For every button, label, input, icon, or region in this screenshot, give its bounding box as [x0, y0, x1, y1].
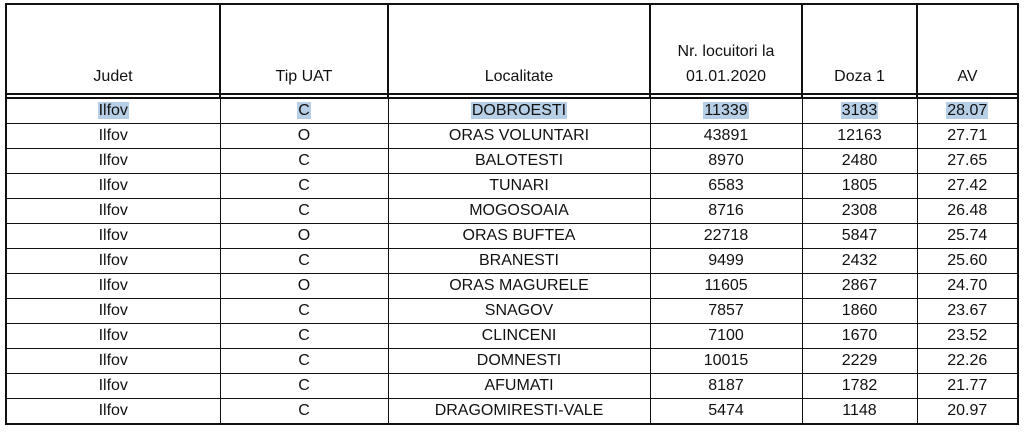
- cell-av[interactable]: [917, 224, 1018, 249]
- header-doza-1[interactable]: Doza 1: [802, 4, 917, 94]
- cell-doza-1[interactable]: [802, 199, 917, 224]
- cell-av[interactable]: [917, 374, 1018, 399]
- cell-tip-uat-value: C: [298, 377, 310, 394]
- table-header: [6, 4, 1018, 98]
- cell-judet-value: Ilfov: [98, 377, 128, 394]
- cell-doza-1-value: 5847: [841, 227, 878, 244]
- cell-nr-locuitori[interactable]: [650, 149, 802, 174]
- cell-nr-locuitori-value: 8187: [708, 377, 744, 394]
- cell-localitate-value: AFUMATI: [484, 377, 554, 394]
- cell-av[interactable]: [917, 324, 1018, 349]
- cell-av[interactable]: [917, 299, 1018, 324]
- cell-av[interactable]: [917, 274, 1018, 299]
- cell-judet[interactable]: [6, 374, 220, 399]
- cell-judet-value: Ilfov: [98, 277, 128, 294]
- cell-judet-value: Ilfov: [98, 177, 128, 194]
- cell-doza-1-value: 2229: [841, 352, 878, 369]
- cell-tip-uat[interactable]: [220, 199, 388, 224]
- table-row: [6, 399, 1018, 425]
- cell-doza-1-value: 1805: [841, 177, 878, 194]
- cell-tip-uat[interactable]: [220, 149, 388, 174]
- cell-localitate-value: DOMNESTI: [476, 352, 562, 369]
- cell-tip-uat[interactable]: [220, 98, 388, 124]
- cell-doza-1-value: 1148: [842, 402, 877, 419]
- cell-localitate[interactable]: [388, 324, 650, 349]
- vaccination-table-sheet: [5, 3, 1017, 425]
- cell-tip-uat[interactable]: [220, 399, 388, 425]
- cell-localitate-value: BALOTESTI: [474, 152, 564, 169]
- cell-tip-uat[interactable]: [220, 349, 388, 374]
- table-row: [6, 174, 1018, 199]
- cell-nr-locuitori[interactable]: [650, 199, 802, 224]
- cell-av[interactable]: [917, 149, 1018, 174]
- cell-nr-locuitori-value: 8970: [708, 152, 744, 169]
- header-judet[interactable]: Judet: [6, 4, 220, 94]
- cell-nr-locuitori-value: 11339: [704, 102, 748, 119]
- cell-nr-locuitori-value: 7857: [708, 302, 744, 319]
- cell-localitate[interactable]: [388, 374, 650, 399]
- table-row: [6, 324, 1018, 349]
- cell-tip-uat-value: C: [298, 152, 310, 169]
- cell-doza-1[interactable]: [802, 299, 917, 324]
- cell-tip-uat-value: C: [298, 302, 310, 319]
- cell-av-value: 25.60: [947, 252, 988, 269]
- cell-localitate-value: TUNARI: [489, 177, 549, 194]
- cell-localitate[interactable]: [388, 124, 650, 149]
- cell-doza-1[interactable]: [802, 249, 917, 274]
- table-row: [6, 149, 1018, 174]
- cell-judet-value: Ilfov: [98, 127, 128, 144]
- cell-doza-1[interactable]: [802, 349, 917, 374]
- cell-tip-uat[interactable]: [220, 374, 388, 399]
- cell-doza-1-value: 3183: [841, 102, 878, 119]
- cell-tip-uat[interactable]: [220, 124, 388, 149]
- cell-judet[interactable]: [6, 349, 220, 374]
- cell-localitate-value: CLINCENI: [481, 327, 557, 344]
- cell-tip-uat-value: O: [297, 277, 311, 294]
- cell-av-value: 27.65: [947, 152, 988, 169]
- cell-judet[interactable]: [6, 98, 220, 124]
- cell-nr-locuitori-value: 7100: [708, 327, 744, 344]
- cell-tip-uat[interactable]: [220, 274, 388, 299]
- cell-localitate-value: DOBROESTI: [471, 102, 567, 119]
- cell-judet[interactable]: [6, 274, 220, 299]
- cell-tip-uat-value: C: [298, 102, 310, 119]
- cell-judet[interactable]: [6, 299, 220, 324]
- cell-av[interactable]: [917, 399, 1018, 425]
- cell-nr-locuitori-value: 43891: [703, 127, 749, 144]
- cell-localitate-value: ORAS BUFTEA: [462, 227, 576, 244]
- cell-tip-uat[interactable]: [220, 299, 388, 324]
- cell-tip-uat[interactable]: [220, 174, 388, 199]
- cell-nr-locuitori[interactable]: [650, 399, 802, 425]
- vaccination-table: [5, 3, 1019, 425]
- cell-judet-value: Ilfov: [98, 402, 128, 419]
- cell-av[interactable]: [917, 98, 1018, 124]
- cell-av-value: 26.48: [947, 202, 988, 219]
- cell-av-value: 24.70: [947, 277, 988, 294]
- cell-tip-uat-value: O: [297, 227, 311, 244]
- cell-tip-uat-value: C: [298, 252, 310, 269]
- cell-nr-locuitori[interactable]: [650, 374, 802, 399]
- cell-localitate[interactable]: [388, 199, 650, 224]
- cell-doza-1-value: 2480: [841, 152, 878, 169]
- cell-judet[interactable]: [6, 199, 220, 224]
- cell-doza-1-value: 1782: [841, 377, 878, 394]
- cell-nr-locuitori-value: 10015: [703, 352, 749, 369]
- cell-judet[interactable]: [6, 224, 220, 249]
- cell-nr-locuitori[interactable]: [650, 324, 802, 349]
- cell-nr-locuitori[interactable]: [650, 274, 802, 299]
- cell-doza-1[interactable]: [802, 374, 917, 399]
- table-row: [6, 249, 1018, 274]
- cell-localitate[interactable]: [388, 349, 650, 374]
- cell-nr-locuitori[interactable]: [650, 98, 802, 124]
- cell-judet-value: Ilfov: [98, 302, 128, 319]
- cell-av-value: 20.97: [947, 402, 988, 419]
- cell-localitate-value: DRAGOMIRESTI-VALE: [434, 402, 604, 419]
- cell-judet-value: Ilfov: [98, 202, 128, 219]
- cell-localitate-value: SNAGOV: [484, 302, 554, 319]
- cell-doza-1[interactable]: [802, 274, 917, 299]
- cell-nr-locuitori[interactable]: [650, 224, 802, 249]
- table-row: [6, 374, 1018, 399]
- cell-doza-1-value: 1670: [841, 327, 878, 344]
- cell-localitate[interactable]: [388, 149, 650, 174]
- header-nr-locuitori-line2: 01.01.2020: [685, 68, 767, 85]
- cell-nr-locuitori-value: 5474: [708, 402, 744, 419]
- cell-localitate[interactable]: [388, 224, 650, 249]
- table-row: [6, 124, 1018, 149]
- cell-av-value: 21.77: [947, 377, 988, 394]
- cell-av-value: 28.07: [947, 102, 988, 119]
- cell-localitate[interactable]: [388, 399, 650, 425]
- cell-doza-1[interactable]: [802, 399, 917, 425]
- cell-judet-value: Ilfov: [98, 252, 128, 269]
- cell-localitate-value: ORAS MAGURELE: [449, 277, 589, 294]
- cell-tip-uat-value: C: [298, 402, 310, 419]
- table-row: [6, 224, 1018, 249]
- table-row: [6, 349, 1018, 374]
- cell-doza-1[interactable]: [802, 124, 917, 149]
- header-nr-locuitori-line1: Nr. locuitori la: [677, 43, 775, 60]
- cell-av-value: 23.52: [947, 327, 988, 344]
- cell-doza-1[interactable]: [802, 224, 917, 249]
- table-row: [6, 98, 1018, 124]
- cell-judet-value: Ilfov: [98, 227, 128, 244]
- cell-doza-1[interactable]: [802, 324, 917, 349]
- cell-doza-1[interactable]: [802, 149, 917, 174]
- cell-av[interactable]: [917, 249, 1018, 274]
- cell-av[interactable]: [917, 199, 1018, 224]
- header-nr-locuitori[interactable]: [650, 4, 802, 94]
- cell-doza-1-value: 12163: [837, 127, 882, 144]
- table-row: [6, 199, 1018, 224]
- header-tip-uat[interactable]: Tip UAT: [220, 4, 388, 94]
- cell-tip-uat[interactable]: [220, 249, 388, 274]
- cell-tip-uat-value: C: [298, 327, 310, 344]
- cell-av[interactable]: [917, 174, 1018, 199]
- cell-judet-value: Ilfov: [98, 352, 128, 369]
- cell-judet-value: Ilfov: [98, 327, 128, 344]
- cell-nr-locuitori[interactable]: [650, 299, 802, 324]
- cell-nr-locuitori-value: 9499: [708, 252, 744, 269]
- cell-nr-locuitori-value: 8716: [708, 202, 744, 219]
- cell-localitate-value: BRANESTI: [478, 252, 559, 269]
- cell-judet[interactable]: [6, 149, 220, 174]
- cell-judet[interactable]: [6, 324, 220, 349]
- cell-doza-1[interactable]: [802, 98, 917, 124]
- cell-tip-uat-value: O: [297, 127, 311, 144]
- cell-doza-1-value: 2432: [841, 252, 878, 269]
- cell-av-value: 22.26: [947, 352, 988, 369]
- header-av[interactable]: AV: [917, 4, 1018, 94]
- cell-av-value: 27.42: [947, 177, 988, 194]
- cell-judet[interactable]: [6, 399, 220, 425]
- cell-nr-locuitori[interactable]: [650, 349, 802, 374]
- cell-av[interactable]: [917, 349, 1018, 374]
- cell-tip-uat-value: C: [298, 202, 310, 219]
- cell-localitate[interactable]: [388, 249, 650, 274]
- cell-localitate[interactable]: [388, 174, 650, 199]
- cell-localitate[interactable]: [388, 299, 650, 324]
- cell-tip-uat[interactable]: [220, 324, 388, 349]
- cell-av-value: 25.74: [947, 227, 988, 244]
- table-body: [6, 98, 1018, 424]
- table-row: [6, 299, 1018, 324]
- cell-doza-1[interactable]: [802, 174, 917, 199]
- cell-nr-locuitori-value: 11605: [704, 277, 748, 294]
- header-localitate[interactable]: Localitate: [388, 4, 650, 94]
- cell-judet[interactable]: [6, 124, 220, 149]
- cell-tip-uat[interactable]: [220, 224, 388, 249]
- cell-localitate-value: MOGOSOAIA: [469, 202, 569, 219]
- cell-nr-locuitori-value: 22718: [703, 227, 749, 244]
- cell-judet[interactable]: [6, 249, 220, 274]
- cell-av-value: 27.71: [947, 127, 988, 144]
- table-row: [6, 274, 1018, 299]
- cell-tip-uat-value: C: [298, 177, 310, 194]
- cell-tip-uat-value: C: [298, 352, 310, 369]
- cell-localitate-value: ORAS VOLUNTARI: [448, 127, 590, 144]
- cell-localitate[interactable]: [388, 274, 650, 299]
- cell-doza-1-value: 2867: [841, 277, 878, 294]
- cell-localitate[interactable]: [388, 98, 650, 124]
- cell-doza-1-value: 1860: [841, 302, 878, 319]
- cell-nr-locuitori[interactable]: [650, 249, 802, 274]
- cell-doza-1-value: 2308: [841, 202, 878, 219]
- cell-av[interactable]: [917, 124, 1018, 149]
- cell-judet-value: Ilfov: [98, 152, 128, 169]
- cell-nr-locuitori[interactable]: [650, 124, 802, 149]
- cell-av-value: 23.67: [947, 302, 988, 319]
- cell-nr-locuitori-value: 6583: [708, 177, 744, 194]
- cell-judet[interactable]: [6, 174, 220, 199]
- cell-nr-locuitori[interactable]: [650, 174, 802, 199]
- cell-judet-value: Ilfov: [98, 102, 128, 119]
